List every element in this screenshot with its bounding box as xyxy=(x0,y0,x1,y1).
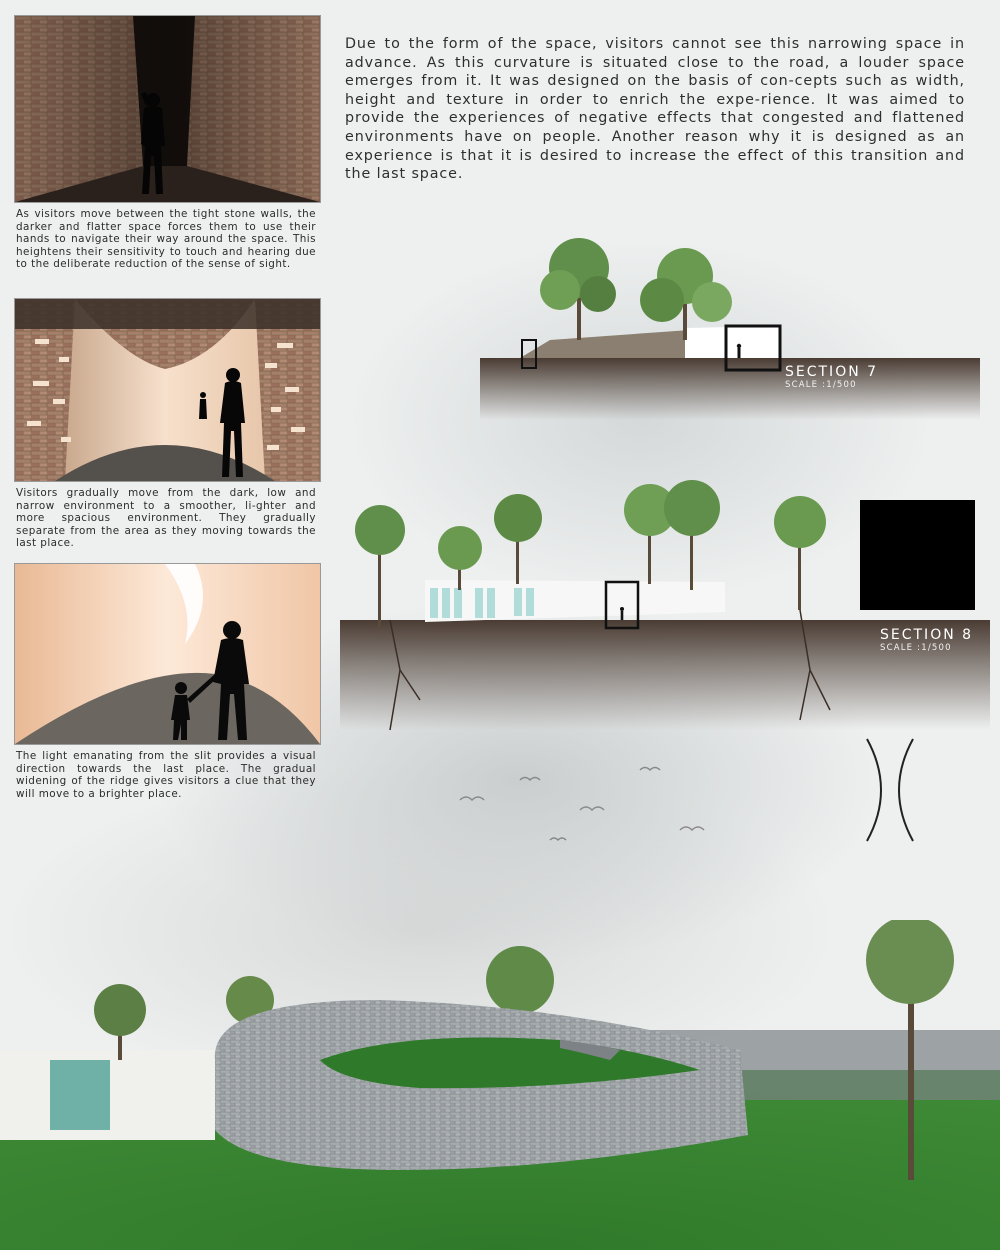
panel-3-caption: The light emanating from the slit provides a visual direction towards the last place. The gradual widening of the ridge gives visitors a clue that they will move to a brighter place. xyxy=(16,750,316,800)
tree-icon xyxy=(355,505,405,630)
section-7-title: SECTION 7 xyxy=(785,364,879,380)
render-narrow-corridor xyxy=(14,15,321,203)
section-7-drawing xyxy=(440,220,1000,420)
tree-icon xyxy=(664,480,720,590)
bird-icon xyxy=(460,768,704,841)
render-bright-corridor xyxy=(14,563,321,745)
narrowing-curve-symbol-icon xyxy=(855,735,925,845)
section-8-title: SECTION 8 xyxy=(880,627,974,643)
render-transition-corridor xyxy=(14,298,321,482)
panel-1-caption: As visitors move between the tight stone walls, the darker and flatter space forces them to use their hands to navigate their way around the space. This heightens their sensitivity to touch and hearing due to the deliberate reduction of the sense of sight. xyxy=(16,208,316,271)
section-7-scale: SCALE :1/500 xyxy=(785,380,857,390)
tree-icon xyxy=(94,984,146,1060)
tree-icon xyxy=(640,248,732,340)
tree-icon xyxy=(494,494,542,584)
tree-icon xyxy=(774,496,826,610)
section-8-drawing xyxy=(330,470,1000,740)
section-8-scale: SCALE :1/500 xyxy=(880,643,952,653)
tree-icon xyxy=(540,238,616,340)
site-render xyxy=(0,920,1000,1250)
panel-2-caption: Visitors gradually move from the dark, low and narrow environment to a smoother, li-ghter and more spacious environment. They gradually separate from the area as they moving towards the last place. xyxy=(16,487,316,550)
intro-paragraph: Due to the form of the space, visitors cannot see this narrowing space in advance. As this curvature is situated close to the road, a louder space emerges from it. It was designed on the basis of con-cepts such as width, height and texture in order to enrich the expe-rience. It was aimed to provide the experiences of negative effects that congested and flattened environments have on people. Another reason why it is designed as an experience is that it is desired to increase the effect of this transition and the last space. xyxy=(345,36,965,183)
birds xyxy=(440,740,740,860)
